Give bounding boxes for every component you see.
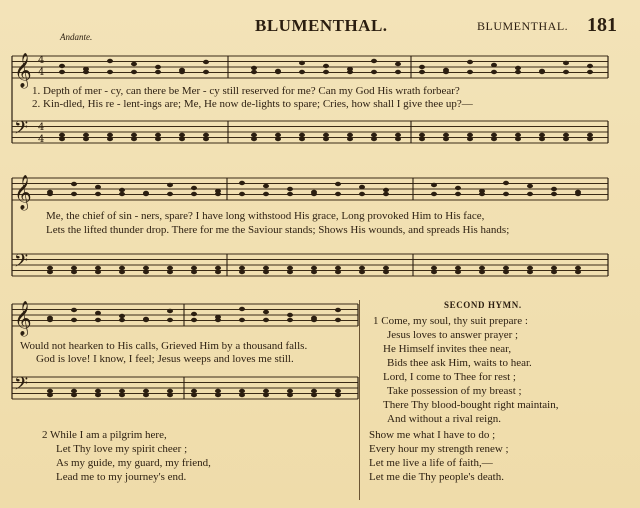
note-head — [95, 270, 101, 274]
note-head — [95, 393, 101, 397]
running-title: BLUMENTHAL. — [477, 19, 569, 33]
verse-line: Let Thy love my spirit cheer ; — [56, 443, 188, 455]
note-head — [71, 266, 77, 270]
lyrics-line: Lets the lifted thunder drop. There for me the Saviour stands; Shows His wounds, and spreads His hands; — [46, 224, 510, 236]
note-head — [383, 188, 389, 192]
note-head — [287, 192, 293, 196]
note-head — [503, 270, 509, 274]
note-head — [107, 137, 113, 141]
note-head — [587, 64, 593, 68]
note-head — [515, 70, 521, 74]
note-head — [287, 187, 293, 191]
clef-symbol: 𝄢 — [14, 118, 29, 143]
note-head — [359, 270, 365, 274]
note-head — [59, 70, 65, 74]
note-head — [383, 192, 389, 196]
note-head — [527, 192, 533, 196]
note-head — [83, 70, 89, 74]
note-head — [479, 266, 485, 270]
note-head — [371, 137, 377, 141]
note-head — [527, 270, 533, 274]
note-head — [467, 60, 473, 64]
note-head — [371, 59, 377, 63]
note-head — [191, 389, 197, 393]
note-head — [47, 393, 53, 397]
clef-symbol: 𝄞 — [14, 301, 32, 336]
note-head — [311, 266, 317, 270]
note-head — [191, 393, 197, 397]
note-head — [71, 308, 77, 312]
note-head — [335, 266, 341, 270]
note-head — [467, 133, 473, 137]
note-head — [527, 184, 533, 188]
note-head — [395, 70, 401, 74]
note-head — [263, 393, 269, 397]
note-head — [299, 61, 305, 65]
verse-line: Show me what I have to do ; — [369, 429, 496, 441]
clef-symbol: 𝄢 — [14, 374, 29, 399]
note-head — [503, 181, 509, 185]
note-head — [371, 133, 377, 137]
note-head — [59, 137, 65, 141]
note-head — [119, 188, 125, 192]
note-head — [155, 137, 161, 141]
verse-line: Every hour my strength renew ; — [369, 443, 509, 455]
note-head — [335, 192, 341, 196]
note-head — [251, 133, 257, 137]
note-head — [515, 137, 521, 141]
note-head — [335, 182, 341, 186]
note-head — [383, 266, 389, 270]
note-head — [47, 270, 53, 274]
note-head — [239, 192, 245, 196]
note-head — [47, 389, 53, 393]
note-head — [491, 137, 497, 141]
note-head — [443, 70, 449, 74]
note-head — [191, 312, 197, 316]
note-head — [575, 270, 581, 274]
clef-symbol: 4 — [38, 134, 45, 145]
note-head — [419, 137, 425, 141]
note-head — [287, 389, 293, 393]
note-head — [563, 137, 569, 141]
note-head — [155, 133, 161, 137]
verse-line: Lead me to my journey's end. — [56, 471, 187, 483]
note-head — [431, 270, 437, 274]
note-head — [263, 389, 269, 393]
note-head — [491, 133, 497, 137]
note-head — [251, 66, 257, 70]
verse-line: 2 While I am a pilgrim here, — [42, 429, 167, 441]
verse-line: Jesus loves to answer prayer ; — [387, 329, 519, 341]
note-head — [455, 270, 461, 274]
note-head — [371, 70, 377, 74]
note-head — [143, 270, 149, 274]
note-head — [479, 192, 485, 196]
note-head — [359, 192, 365, 196]
verse-line: Bids thee ask Him, waits to hear. — [387, 357, 532, 369]
note-head — [47, 266, 53, 270]
note-head — [239, 270, 245, 274]
note-head — [191, 270, 197, 274]
note-head — [587, 137, 593, 141]
note-head — [563, 70, 569, 74]
note-head — [239, 389, 245, 393]
note-head — [443, 133, 449, 137]
note-head — [263, 318, 269, 322]
note-head — [539, 133, 545, 137]
note-head — [167, 318, 173, 322]
note-head — [431, 266, 437, 270]
note-head — [551, 270, 557, 274]
note-head — [455, 266, 461, 270]
note-head — [239, 181, 245, 185]
note-head — [107, 59, 113, 63]
note-head — [215, 318, 221, 322]
note-head — [431, 183, 437, 187]
note-head — [83, 133, 89, 137]
note-head — [347, 70, 353, 74]
note-head — [167, 183, 173, 187]
note-head — [311, 393, 317, 397]
note-head — [131, 62, 137, 66]
lyrics-line: God is love! I know, I feel; Jesus weeps and loves me still. — [36, 353, 294, 365]
note-head — [215, 270, 221, 274]
note-head — [491, 70, 497, 74]
note-head — [167, 266, 173, 270]
note-head — [275, 137, 281, 141]
note-head — [323, 137, 329, 141]
note-head — [239, 307, 245, 311]
note-head — [503, 192, 509, 196]
lyrics-line: 1. Depth of mer - cy, can there be Mer - cy still reserved for me? Can my God His wrath forbear? — [32, 85, 460, 97]
note-head — [359, 185, 365, 189]
note-head — [191, 318, 197, 322]
note-head — [575, 266, 581, 270]
note-head — [503, 266, 509, 270]
clef-symbol: 4 — [38, 67, 45, 78]
note-head — [119, 266, 125, 270]
note-head — [563, 133, 569, 137]
clef-symbol: 4 — [38, 55, 45, 66]
note-head — [191, 192, 197, 196]
note-head — [539, 70, 545, 74]
note-head — [71, 389, 77, 393]
verse-line: 1 Come, my soul, thy suit prepare : — [373, 315, 528, 327]
note-head — [95, 266, 101, 270]
note-head — [167, 389, 173, 393]
note-head — [467, 70, 473, 74]
note-head — [143, 318, 149, 322]
note-head — [515, 133, 521, 137]
note-head — [347, 137, 353, 141]
note-head — [47, 318, 53, 322]
clef-symbol: 𝄢 — [14, 251, 29, 276]
note-head — [515, 66, 521, 70]
note-head — [335, 270, 341, 274]
note-head — [539, 137, 545, 141]
hymn-verse-2-right — [369, 428, 509, 484]
tempo-marking: Andante. — [60, 32, 93, 42]
note-head — [323, 133, 329, 137]
note-head — [299, 133, 305, 137]
note-head — [215, 266, 221, 270]
note-head — [587, 133, 593, 137]
note-head — [215, 393, 221, 397]
hymn-verse-2-left — [42, 428, 211, 484]
note-head — [203, 133, 209, 137]
note-head — [347, 133, 353, 137]
note-head — [299, 70, 305, 74]
note-head — [383, 270, 389, 274]
verse-line: He Himself invites thee near, — [383, 343, 512, 355]
note-head — [287, 266, 293, 270]
note-head — [335, 308, 341, 312]
note-head — [311, 270, 317, 274]
note-head — [191, 266, 197, 270]
note-head — [71, 270, 77, 274]
note-head — [395, 133, 401, 137]
note-head — [491, 63, 497, 67]
note-head — [239, 318, 245, 322]
note-head — [239, 266, 245, 270]
note-head — [179, 70, 185, 74]
note-head — [59, 64, 65, 68]
note-head — [443, 137, 449, 141]
note-head — [311, 318, 317, 322]
note-head — [71, 182, 77, 186]
note-head — [419, 133, 425, 137]
note-head — [107, 70, 113, 74]
note-head — [395, 62, 401, 66]
note-head — [563, 61, 569, 65]
note-head — [299, 137, 305, 141]
note-head — [143, 266, 149, 270]
note-head — [419, 70, 425, 74]
note-head — [455, 186, 461, 190]
note-head — [287, 393, 293, 397]
note-head — [263, 192, 269, 196]
note-head — [203, 60, 209, 64]
lyrics-line: Me, the chief of sin - ners, spare? I have long withstood His grace, Long provoked Him to His face, — [46, 210, 485, 222]
verse-line: Take possession of my breast ; — [387, 385, 522, 397]
note-head — [575, 192, 581, 196]
note-head — [419, 65, 425, 69]
note-head — [131, 70, 137, 74]
note-head — [551, 187, 557, 191]
note-head — [71, 192, 77, 196]
note-head — [323, 64, 329, 68]
column-divider — [359, 300, 360, 500]
note-head — [275, 133, 281, 137]
note-head — [71, 393, 77, 397]
note-head — [239, 393, 245, 397]
note-head — [95, 185, 101, 189]
note-head — [83, 137, 89, 141]
verse-line: There Thy blood-bought right maintain, — [383, 399, 559, 411]
note-head — [155, 65, 161, 69]
note-head — [311, 389, 317, 393]
note-head — [263, 270, 269, 274]
lyrics-line: Would not hearken to His calls, Grieved Him by a thousand falls. — [20, 340, 308, 352]
note-head — [467, 137, 473, 141]
note-head — [287, 270, 293, 274]
note-head — [119, 389, 125, 393]
page-number: 181 — [587, 14, 617, 36]
note-head — [179, 137, 185, 141]
note-head — [263, 184, 269, 188]
note-head — [95, 389, 101, 393]
note-head — [71, 318, 77, 322]
note-head — [95, 311, 101, 315]
note-head — [119, 393, 125, 397]
note-head — [275, 70, 281, 74]
note-head — [143, 192, 149, 196]
verse-line: Let me die Thy people's death. — [369, 471, 504, 483]
note-head — [551, 266, 557, 270]
second-hymn-heading: SECOND HYMN. — [444, 300, 522, 310]
note-head — [215, 192, 221, 196]
note-head — [323, 70, 329, 74]
note-head — [167, 393, 173, 397]
note-head — [95, 192, 101, 196]
note-head — [119, 314, 125, 318]
note-head — [47, 192, 53, 196]
note-head — [431, 192, 437, 196]
note-head — [251, 137, 257, 141]
note-head — [191, 186, 197, 190]
note-head — [263, 266, 269, 270]
note-head — [143, 389, 149, 393]
note-head — [587, 70, 593, 74]
note-head — [203, 70, 209, 74]
note-head — [251, 70, 257, 74]
note-head — [335, 389, 341, 393]
note-head — [131, 133, 137, 137]
note-head — [551, 192, 557, 196]
note-head — [95, 318, 101, 322]
note-head — [131, 137, 137, 141]
note-head — [287, 313, 293, 317]
clef-symbol: 𝄞 — [14, 53, 32, 88]
note-head — [107, 133, 113, 137]
verse-line: Let me live a life of faith,— — [369, 457, 493, 469]
note-head — [167, 270, 173, 274]
note-head — [527, 266, 533, 270]
note-head — [311, 192, 317, 196]
verse-line: As my guide, my guard, my friend, — [56, 457, 211, 469]
note-head — [119, 270, 125, 274]
page-title: BLUMENTHAL. — [255, 16, 388, 35]
hymn-verse-1 — [373, 314, 558, 426]
lyrics-line: 2. Kin-dled, His re - lent-ings are; Me, He now de-lights to spare; Cries, how shall I give thee up?— — [32, 98, 473, 110]
note-head — [287, 318, 293, 322]
note-head — [59, 133, 65, 137]
note-head — [479, 270, 485, 274]
note-head — [143, 393, 149, 397]
note-head — [179, 133, 185, 137]
note-head — [119, 318, 125, 322]
clef-symbol: 𝄞 — [14, 175, 32, 210]
note-head — [455, 192, 461, 196]
note-head — [167, 192, 173, 196]
note-head — [203, 137, 209, 141]
note-head — [263, 310, 269, 314]
note-head — [167, 309, 173, 313]
clef-symbol: 4 — [38, 122, 45, 133]
note-head — [395, 137, 401, 141]
note-head — [215, 389, 221, 393]
note-head — [335, 393, 341, 397]
note-head — [335, 318, 341, 322]
verse-line: And without a rival reign. — [387, 413, 501, 425]
note-head — [155, 70, 161, 74]
verse-line: Lord, I come to Thee for rest ; — [383, 371, 516, 383]
note-head — [119, 192, 125, 196]
note-head — [359, 266, 365, 270]
